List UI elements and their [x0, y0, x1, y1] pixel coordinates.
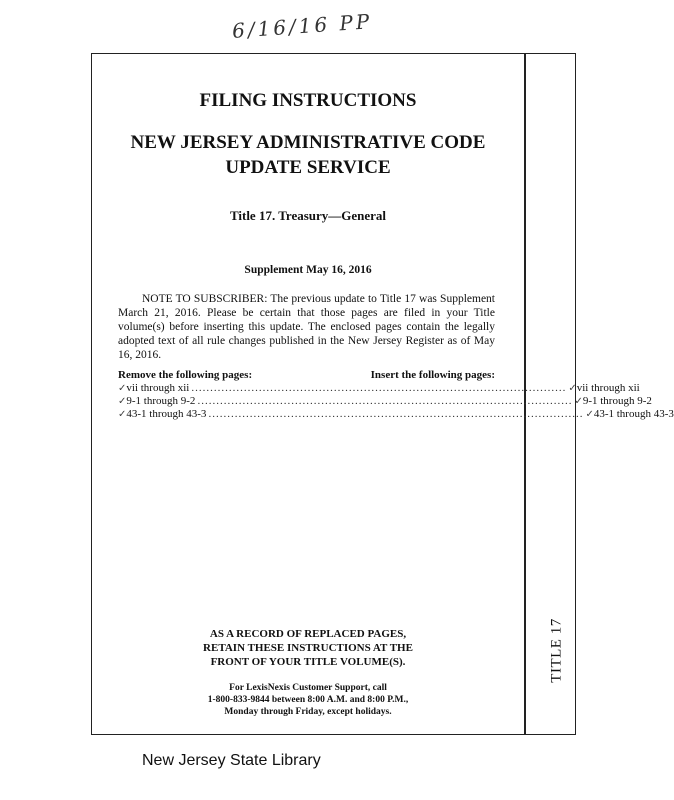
record-line-3: FRONT OF YOUR TITLE VOLUME(S). [210, 656, 406, 668]
side-tab [545, 605, 569, 695]
title-line: Title 17. Treasury—General [229, 208, 387, 223]
insert-pages: vii through xii [576, 382, 640, 394]
support-line-3: Monday through Friday, except holidays. [224, 707, 392, 717]
customer-support-info [91, 682, 525, 718]
leader-dots: .................................................................................................... [197, 395, 573, 407]
side-tab-label: TITLE 17 [548, 617, 565, 683]
handwritten-date-note: 6/16/16 PP [231, 9, 374, 43]
leader-dots: .................................................................................................... [191, 382, 567, 394]
filing-instructions-heading: FILING INSTRUCTIONS [199, 90, 417, 111]
remove-header: Remove the following pages: [118, 369, 253, 381]
remove-pages: 9-1 through 9-2 [126, 395, 196, 407]
code-heading-line-2: UPDATE SERVICE [225, 157, 391, 178]
support-line-2: 1-800-833-9844 between 8:00 A.M. and 8:00 P.M., [207, 695, 409, 705]
code-heading [91, 130, 525, 180]
checkmark-icon: ✓ [585, 409, 594, 420]
checkmark-icon: ✓ [574, 396, 583, 407]
record-line-2: RETAIN THESE INSTRUCTIONS AT THE [203, 642, 413, 654]
page-replacement-table [118, 368, 674, 421]
record-instructions [91, 627, 525, 669]
remove-pages: 43-1 through 43-3 [126, 408, 207, 420]
leader-dots: .................................................................................................... [208, 408, 584, 420]
insert-pages: 43-1 through 43-3 [593, 408, 674, 420]
support-line-1: For LexisNexis Customer Support, call [229, 683, 387, 693]
table-row [118, 382, 640, 395]
supplement-line: Supplement May 16, 2016 [244, 264, 372, 276]
subscriber-note [118, 292, 495, 362]
table-row [118, 408, 674, 421]
code-heading-line-1: NEW JERSEY ADMINISTRATIVE CODE [130, 132, 486, 153]
insert-pages: 9-1 through 9-2 [582, 395, 652, 407]
insert-header: Insert the following pages: [370, 369, 495, 381]
table-header [118, 368, 495, 382]
record-line-1: AS A RECORD OF REPLACED PAGES, [209, 628, 407, 640]
table-row [118, 395, 652, 408]
checkmark-icon: ✓ [568, 383, 577, 394]
checkmark-icon: ✓ [118, 383, 127, 394]
remove-pages: vii through xii [126, 382, 190, 394]
library-stamp: New Jersey State Library [142, 752, 321, 769]
checkmark-icon: ✓ [118, 396, 127, 407]
subscriber-note-text: NOTE TO SUBSCRIBER: The previous update to Title 17 was Supplement March 21, 2016. Please be certain that those pages are filed in your Title volume(s) before inserting this update. The enclosed pages contain the legally adopted text of all rule changes published in the New Jersey Register as of May 16, 2016. [118, 293, 495, 361]
checkmark-icon: ✓ [118, 409, 127, 420]
